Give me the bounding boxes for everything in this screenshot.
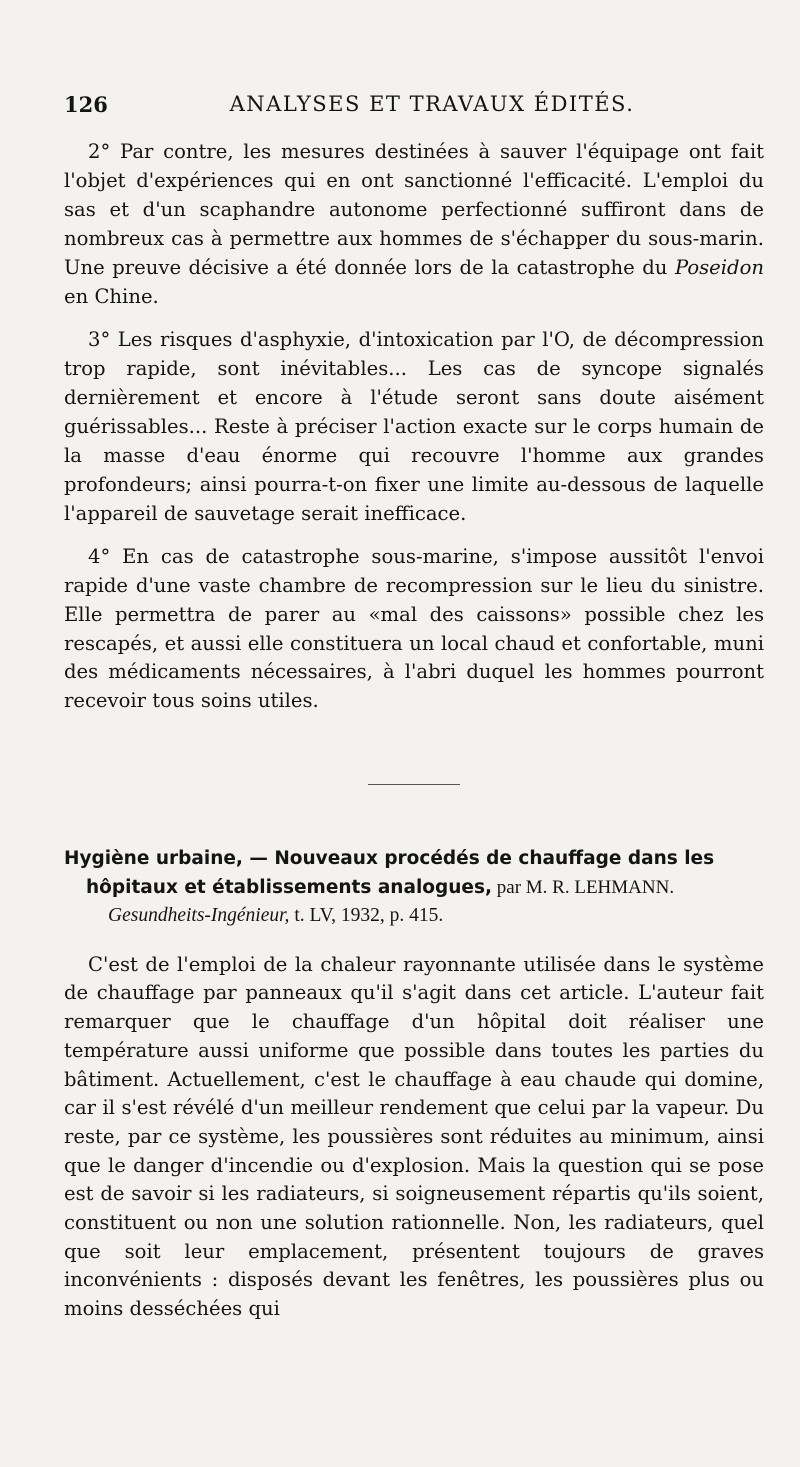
article-author: M. R. LEHMANN. xyxy=(525,876,675,898)
paragraph-2 xyxy=(64,138,764,311)
article-heading xyxy=(64,845,764,931)
paragraph-4: 4° En cas de catastrophe sous-marine, s'impose aussitôt l'envoi rapide d'une vaste chambre de recompression sur le lieu du sinistre. Elle permettra de parer au «mal des caissons» possible chez les rescapés, et aussi elle constituera un local chaud et confortable, muni des médicaments nécessaires, à l'abri duquel les hommes pourront recevoir tous soins utiles. xyxy=(64,544,764,713)
running-title: ANALYSES ET TRAVAUX ÉDITÉS. xyxy=(229,92,635,116)
ship-name: Poseidon xyxy=(674,255,764,279)
page-header xyxy=(64,92,760,124)
paragraph-2-text: 2° Par contre, les mesures destinées à sauver l'équipage ont fait l'objet d'expériences qui en ont sanctionné l'efficacité. L'emploi du sas et d'un scaphandre autonome perfectionné suffiront dans de nombreux cas à permettre aux hommes de s'échapper du sous-marin. Une preuve décisive a été donnée lors de la catastrophe du xyxy=(64,140,764,279)
source-reference: t. LV, 1932, p. 415. xyxy=(289,905,444,927)
article-source xyxy=(86,902,764,931)
article-by: par xyxy=(492,876,526,898)
paragraph-2-end: en Chine. xyxy=(64,284,159,308)
paragraph-3: 3° Les risques d'asphyxie, d'intoxication par l'O, de décompression trop rapide, sont inévitables... Les cas de syncope signalés dernièrement et encore à l'étude seront sans doute aisément guérissables... Reste à préciser l'action exacte sur le corps humain de la masse d'eau énorme qui recouvre l'homme aux grandes profondeurs; ainsi pourra-t-on fixer une limite au-dessous de laquelle l'appareil de sauvetage serait inefficace. xyxy=(64,328,764,525)
article-body: C'est de l'emploi de la chaleur rayonnante utilisée dans le système de chauffage par panneaux qu'il s'agit dans cet article. L'auteur fait remarquer que le chauffage d'un hôpital doit réaliser une température aussi uniforme que possible dans toutes les parties du bâtiment. Actuellement, c'est le chauffage à eau chaude qui domine, car il s'est révélé d'un meilleur rendement que celui par la vapeur. Du reste, par ce système, les poussières sont réduites au minimum, ainsi que le danger d'incendie ou d'explosion. Mais la question qui se pose est de savoir si les radiateurs, si soigneusement répartis qu'ils soient, constituent ou non une solution rationnelle. Non, les radiateurs, quel que soit leur emplacement, présentent toujours de graves inconvénients : disposés devant les fenêtres, les poussières plus ou moins desséchées qui xyxy=(64,952,764,1321)
article-title: Hygiène urbaine, — Nouveaux procédés de chauffage dans les hôpitaux et établissements analogues, xyxy=(64,848,715,898)
page-number: 126 xyxy=(64,92,108,117)
page-body xyxy=(64,138,764,1324)
source-journal: Gesundheits-Ingénieur, xyxy=(108,905,290,927)
section-separator xyxy=(368,784,460,785)
